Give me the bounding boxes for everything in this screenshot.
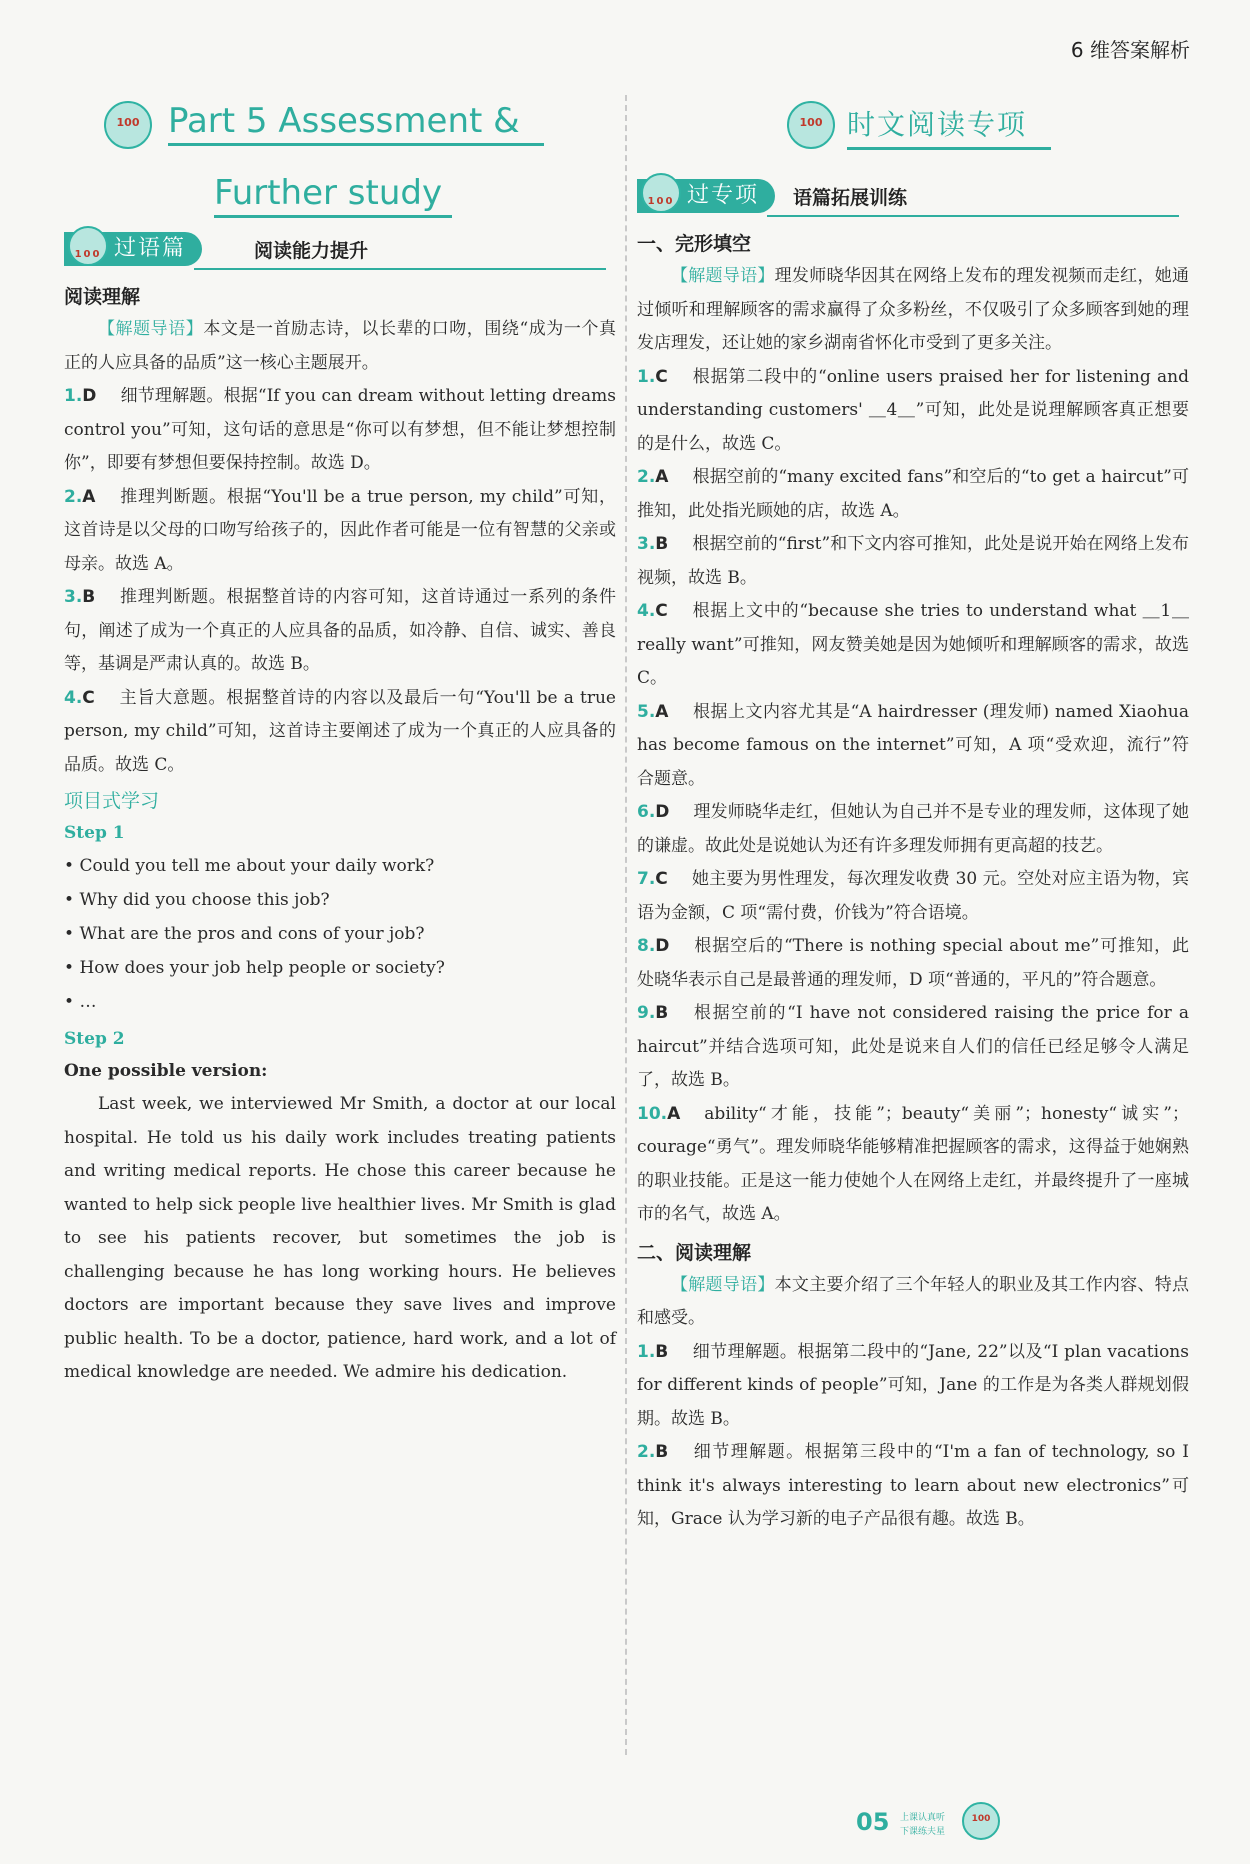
part-title-line1: Part 5 Assessment & (168, 101, 544, 146)
answer-explanation: 根据上文中的“because she tries to understand what ＿1＿ really want”可推知，网友赞美她是因为她倾听和理解顾客的需求，故选 C。 (637, 601, 1189, 688)
right-title-text: 时文阅读专项 (847, 103, 1051, 150)
answer-number: 9. (637, 1003, 656, 1023)
answer-number: 2. (637, 467, 656, 487)
answer-item (637, 863, 1189, 930)
star-badge-icon (641, 173, 681, 213)
answer-number: 2. (637, 1442, 656, 1462)
answer-number: 4. (637, 601, 656, 621)
answer-choice: B (655, 534, 669, 554)
question-item: • Why did you choose this job? (64, 883, 616, 917)
answer-item (637, 461, 1189, 528)
question-item: • … (64, 985, 616, 1019)
answer-choice: B (655, 1341, 669, 1362)
answer-number: 7. (637, 869, 656, 889)
answer-item (637, 997, 1189, 1098)
page-number: 05 (856, 1808, 890, 1836)
answer-choice: C (655, 869, 668, 889)
project-heading: 项目式学习 (64, 790, 160, 812)
band-pill (637, 179, 775, 213)
left-column (64, 95, 616, 1390)
right-column (637, 95, 1189, 1537)
answer-choice: A (667, 1103, 681, 1124)
band-underline (194, 268, 606, 270)
band-pill-label: 过语篇 (114, 236, 187, 261)
right-title (637, 95, 1189, 177)
answer-item (637, 1098, 1189, 1232)
guide-text: 理发师晓华因其在网络上发布的理发视频而走红，她通过倾听和理解顾客的需求赢得了众多粉丝，不仅吸引了众多顾客到她的理发店理发，还让她的家乡湖南省怀化市受到了更多关注。 (637, 266, 1190, 353)
question-list (64, 849, 616, 1019)
section-heading: 一、完形填空 (637, 233, 752, 255)
answer-choice: D (655, 936, 670, 956)
answer-item (637, 361, 1189, 462)
answer-number: 3. (64, 587, 83, 607)
answer-explanation: 根据上文内容尤其是“A hairdresser (理发师) named Xiaohua has become famous on the internet”可知，A 项“受欢迎，流行”符合题意。 (637, 701, 1189, 789)
band-pill-label: 过专项 (687, 183, 760, 208)
section-band (637, 177, 1189, 219)
answer-list (64, 380, 616, 782)
band-underline (767, 215, 1179, 217)
header-section-label: 6 维答案解析 (1070, 38, 1190, 62)
answer-item (64, 682, 616, 783)
guide-text: 本文主要介绍了三个年轻人的职业及其工作内容、特点和感受。 (637, 1274, 1190, 1328)
answer-number: 6. (637, 802, 656, 822)
section-heading: 二、阅读理解 (637, 1241, 752, 1264)
question-item: • What are the pros and cons of your job? (64, 917, 616, 951)
step2-heading: Step 2 (64, 1029, 125, 1049)
answer-choice: A (82, 486, 96, 507)
part-title (64, 95, 616, 230)
answer-explanation: 她主要为男性理发，每次理发收费 30 元。空处对应主语为物，宾语为金额，C 项“需付费，价钱为”符合语境。 (637, 869, 1189, 923)
answer-choice: A (655, 467, 669, 487)
answer-choice: C (655, 601, 668, 621)
section-band (64, 230, 616, 272)
section-heading: 阅读理解 (64, 286, 141, 308)
answer-number: 10. (637, 1103, 668, 1124)
answer-explanation: 细节理解题。根据第三段中的“I'm a fan of technology, so I think it's always interesting to learn about new electronics”可知，Grace 认为学习新的电子产品很有趣。故选 B。 (637, 1442, 1189, 1529)
answer-explanation: 细节理解题。根据“If you can dream without letting dreams control you”可知，这句话的意思是“你可以有梦想，但不能让梦想控制你”，即要有梦想但要保持控制。故选 D。 (64, 386, 616, 473)
answer-list (637, 361, 1189, 1232)
answer-number: 4. (64, 687, 83, 708)
answer-item (64, 581, 616, 682)
band-subtitle: 阅读能力提升 (254, 240, 369, 262)
answer-item (637, 796, 1189, 863)
column-divider (625, 95, 627, 1755)
answer-item (637, 595, 1189, 696)
answer-choice: B (655, 1003, 669, 1023)
answer-explanation: 细节理解题。根据第二段中的“Jane, 22”以及“I plan vacations for different kinds of people”可知，Jane 的工作是为各类人群规划假期。故选 B。 (637, 1341, 1189, 1429)
answer-item (64, 380, 616, 481)
answer-explanation: 根据空前的“many excited fans”和空后的“to get a haircut”可推知，此处指光顾她的店，故选 A。 (637, 467, 1189, 521)
answer-explanation: ability“才能，技能”；beauty“美丽”；honesty“诚实”；courage“勇气”。理发师晓华能够精准把握顾客的需求，这得益于她娴熟的职业技能。正是这一能力使她个人在网络上走红，并最终提升了一座城市的名气，故选 A。 (637, 1103, 1189, 1224)
essay-paragraph: Last week, we interviewed Mr Smith, a doctor at our local hospital. He told us his daily work includes treating patients and writing medical reports. He chose this career because he wanted to help sick people live healthier lives. Mr Smith is glad to see his patients recover, but sometimes the job is challenging because he has long working hours. He believes doctors are important because they save lives and improve public health. To be a doctor, patience, hard work, and a lot of medical knowledge are needed. We admire his dedication. (64, 1094, 616, 1382)
version-heading: One possible version: (64, 1061, 268, 1081)
answer-item (64, 481, 616, 582)
guide-label: 【解题导语】 (671, 1274, 775, 1295)
question-item: • How does your job help people or society? (64, 951, 616, 985)
answer-choice: D (655, 802, 670, 822)
star-badge-icon (68, 226, 108, 266)
answer-choice: A (655, 701, 669, 722)
answer-explanation: 根据第二段中的“online users praised her for listening and understanding customers' ＿4＿”可知，此处是说理解顾客真正想要的是什么，故选 C。 (637, 366, 1189, 454)
answer-item (637, 1436, 1189, 1537)
answer-number: 1. (64, 386, 83, 406)
footer-slogan: 上课认真听 (900, 1813, 946, 1823)
step1-heading: Step 1 (64, 823, 125, 843)
answer-choice: D (82, 386, 97, 406)
guide-label: 【解题导语】 (98, 319, 204, 339)
question-item: • Could you tell me about your daily work? (64, 849, 616, 883)
guide-paragraph (637, 260, 1189, 361)
star-badge-icon (104, 101, 152, 149)
answer-choice: B (655, 1442, 669, 1462)
answer-number: 1. (637, 1341, 656, 1362)
guide-paragraph (637, 1269, 1189, 1336)
answer-number: 5. (637, 701, 656, 722)
answer-explanation: 根据空前的“I have not considered raising the price for a haircut”并结合选项可知，此处是说来自人们的信任已经足够令人满足了，故选 B。 (637, 1003, 1189, 1090)
band-subtitle: 语篇拓展训练 (793, 187, 908, 209)
answer-explanation: 主旨大意题。根据整首诗的内容以及最后一句“You'll be a true person, my child”可知，这首诗主要阐述了成为一个真正的人应具备的品质。故选 C。 (64, 687, 616, 775)
answer-choice: C (82, 687, 95, 708)
guide-paragraph (64, 313, 616, 380)
mascot-icon (962, 1802, 1000, 1840)
guide-text: 本文是一首励志诗，以长辈的口吻，围绕“成为一个真正的人应具备的品质”这一核心主题展开。 (64, 319, 616, 373)
star-badge-icon (787, 101, 835, 149)
answer-item (637, 1336, 1189, 1437)
answer-number: 1. (637, 366, 656, 387)
guide-label: 【解题导语】 (671, 266, 775, 286)
answer-item (637, 528, 1189, 595)
answer-explanation: 理发师晓华走红，但她认为自己并不是专业的理发师，这体现了她的谦虚。故此处是说她认为还有许多理发师拥有更高超的技艺。 (637, 802, 1189, 856)
answer-choice: C (655, 366, 668, 387)
answer-explanation: 根据空前的“first”和下文内容可推知，此处是说开始在网络上发布视频，故选 B。 (637, 534, 1189, 588)
answer-item (637, 930, 1189, 997)
answer-number: 3. (637, 534, 656, 554)
band-pill (64, 232, 202, 266)
answer-number: 2. (64, 486, 83, 507)
footer-slogan: 下课练夫星 (900, 1827, 946, 1837)
part-title-line2: Further study (214, 173, 452, 218)
answer-item (637, 696, 1189, 797)
answer-explanation: 根据空后的“There is nothing special about me”可推知，此处晓华表示自己是最普通的理发师，D 项“普通的，平凡的”符合题意。 (637, 936, 1189, 990)
footer (840, 1800, 1060, 1846)
answer-number: 8. (637, 936, 656, 956)
answer-list (637, 1336, 1189, 1537)
answer-choice: B (82, 587, 96, 607)
answer-explanation: 推理判断题。根据“You'll be a true person, my child”可知，这首诗是以父母的口吻写给孩子的，因此作者可能是一位有智慧的父亲或母亲。故选 A。 (64, 486, 616, 574)
answer-explanation: 推理判断题。根据整首诗的内容可知，这首诗通过一系列的条件句，阐述了成为一个真正的人应具备的品质，如冷静、自信、诚实、善良等，基调是严肃认真的。故选 B。 (64, 587, 616, 674)
